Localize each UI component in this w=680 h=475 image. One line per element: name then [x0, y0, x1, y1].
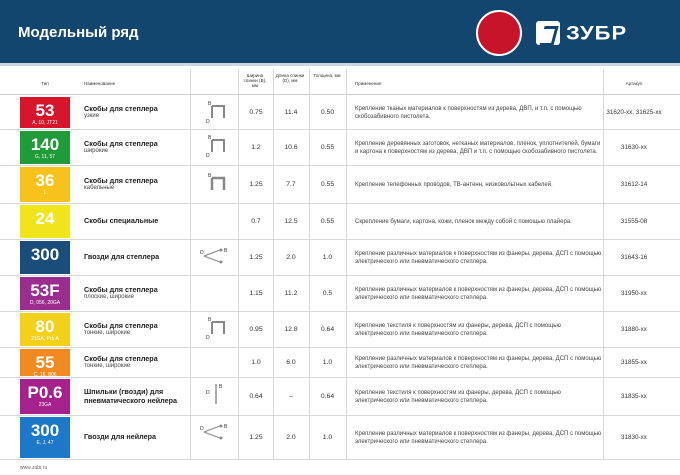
table-row — [0, 166, 680, 204]
table-row — [0, 378, 680, 416]
type-badge — [20, 167, 70, 202]
article-number: 31555-08 — [620, 217, 648, 225]
width-value: 1.15 — [249, 290, 263, 297]
table-row — [0, 96, 680, 130]
table-header — [0, 69, 680, 95]
type-badge — [20, 241, 70, 274]
pin-diagram-icon — [198, 380, 234, 408]
svg-text:B: B — [208, 101, 212, 107]
svg-text:D: D — [206, 390, 210, 396]
svg-text:B: B — [224, 248, 228, 254]
application-text: Крепление текстиля к поверхностям из фанеры, дерева, ДСП с помощью электрического или пневматического степлера. — [355, 322, 561, 337]
cable-diagram-icon — [198, 168, 234, 196]
type-aliases: E, J, 47 — [36, 440, 54, 446]
type-code: 140 — [30, 135, 60, 154]
length-value: 11.2 — [284, 290, 298, 297]
nail-diagram-icon — [198, 418, 234, 446]
table-row — [0, 416, 680, 460]
length-value: 7.7 — [286, 181, 296, 188]
thickness-value: 0.55 — [320, 181, 335, 188]
product-title: Шпильки (гвозди) для пневматического нейлера — [84, 387, 178, 405]
application-text: Скрепление бумаги, картона, кожи, пленок между собой с помощью плайера. — [355, 218, 572, 225]
staple-diagram-icon — [198, 314, 234, 342]
width-value: 1.2 — [251, 144, 261, 151]
application-text: Крепление различных материалов к поверхностям из фанеры, дерева, ДСП с помощью электрического или пневматического степлера. — [355, 355, 602, 370]
svg-text:D: D — [206, 153, 210, 159]
product-title: Скобы для степлера — [84, 175, 158, 185]
col-length: Длина спинки (D), мм — [275, 73, 305, 83]
width-value: 1.25 — [249, 434, 263, 441]
type-code: 55 — [35, 353, 55, 372]
application-text: Крепление деревянных заготовок, нетканых материалов, пленок, уплотнителей, бумаги и картона к поверхностям из дерева, ДВП и т.п. с помощью скобозабивного пистолета. — [355, 140, 601, 155]
svg-text:B: B — [208, 135, 212, 141]
product-name — [84, 312, 189, 347]
table-row — [0, 130, 680, 166]
thickness-value: 0.64 — [320, 326, 335, 333]
brand-name: ЗУБР — [566, 21, 628, 44]
none-diagram-icon — [198, 350, 234, 378]
type-aliases: G, 11, 57 — [34, 154, 56, 160]
page-title: Модельный ряд — [18, 24, 139, 41]
product-title: Скобы для степлера — [84, 284, 158, 294]
col-article: Артикул — [625, 81, 643, 86]
application-text: Крепление различных материалов к поверхностям из фанеры, дерева, ДСП с помощью электрического или пневматического степлера. — [355, 286, 602, 301]
product-name — [84, 96, 189, 129]
application-text: Крепление текстиля к поверхностям из фанеры, дерева, ДСП с помощью электрического или пневматического степлера. — [355, 389, 561, 404]
product-name — [84, 240, 189, 275]
article-number: 31835-xx — [621, 392, 647, 400]
product-subtitle: широкие — [84, 148, 109, 155]
svg-text:B: B — [208, 173, 212, 179]
type-badge — [20, 97, 70, 128]
type-code: 53 — [35, 101, 55, 120]
length-value: 6.0 — [286, 359, 296, 366]
thickness-value: 0.64 — [320, 393, 335, 400]
type-aliases: D, 056, 20GA — [29, 300, 61, 306]
col-width: Ширина спинки (B), мм — [243, 73, 267, 88]
thickness-value: 1.0 — [322, 434, 333, 441]
thickness-value: 0.50 — [320, 109, 335, 116]
type-badge — [20, 277, 70, 310]
width-value: 0.95 — [249, 326, 263, 333]
length-value: 12.8 — [284, 326, 298, 333]
table-row — [0, 312, 680, 348]
quality-seal — [476, 10, 522, 56]
width-value: 0.64 — [249, 393, 263, 400]
table-row — [0, 276, 680, 312]
thickness-value: 0.55 — [320, 144, 335, 151]
product-title: Гвозди для нейлера — [84, 432, 156, 442]
table-row — [0, 204, 680, 240]
thickness-value: 0.55 — [320, 218, 335, 225]
type-badge — [20, 131, 70, 164]
type-code: 80 — [35, 317, 55, 336]
product-name — [84, 276, 189, 311]
article-number: 31612-14 — [620, 180, 648, 188]
product-title: Гвозди для степлера — [84, 252, 160, 262]
col-application: Применение — [355, 81, 382, 86]
brand-logo — [536, 18, 627, 48]
article-number: 31855-xx — [621, 358, 647, 366]
type-aliases: L — [43, 190, 47, 196]
col-thickness: Толщина, мм — [313, 73, 341, 78]
width-value: 1.0 — [251, 359, 261, 366]
type-aliases: C, 16, 806 — [33, 372, 57, 378]
svg-text:B: B — [208, 317, 212, 323]
article-number: 31830-xx — [621, 433, 647, 441]
thickness-value: 0.5 — [322, 290, 333, 297]
length-value: 11.4 — [284, 109, 298, 116]
width-value: 0.75 — [249, 109, 263, 116]
application-text: Крепление телефонных проводов, ТВ-антенн, низковольтных кабелей. — [355, 181, 553, 188]
type-aliases: 23GA — [38, 402, 52, 408]
footer-url: www.zubr.ru — [20, 465, 48, 471]
type-aliases: A, 10, JT21 — [32, 120, 58, 126]
article-number: 31620-xx, 31625-xx — [606, 108, 662, 116]
article-number: 31950-xx — [621, 289, 647, 297]
nail-diagram-icon — [198, 242, 234, 270]
brand-logo-icon — [536, 21, 560, 45]
svg-text:B: B — [224, 424, 228, 430]
type-badge — [20, 349, 70, 376]
product-name — [84, 416, 189, 459]
width-value: 1.25 — [249, 181, 263, 188]
svg-text:D: D — [200, 426, 204, 432]
width-value: 1.25 — [249, 254, 263, 261]
none-diagram-icon — [198, 278, 234, 306]
col-type: Тип — [41, 81, 49, 86]
application-text: Крепление различных материалов к поверхностям из фанеры, дерева, ДСП с помощью электрического или пневматического степлера. — [355, 430, 602, 445]
page-header — [0, 0, 680, 66]
product-title: Скобы специальные — [84, 216, 159, 226]
product-title: Скобы для степлера — [84, 320, 158, 330]
col-name: Наименование — [84, 81, 116, 86]
article-number: 31643-16 — [620, 253, 648, 261]
type-badge — [20, 379, 70, 414]
product-subtitle: узкие — [84, 113, 100, 120]
table-row — [0, 348, 680, 378]
svg-text:B: B — [219, 384, 223, 390]
type-code: 36 — [35, 171, 55, 190]
application-text: Крепление тканых материалов к поверхностям из дерева, ДВП, и т.п. с помощью скобозабивного пистолета. — [355, 105, 582, 120]
length-value: 2.0 — [286, 254, 296, 261]
article-number: 31630-xx — [621, 143, 647, 151]
type-code: 300 — [30, 245, 60, 264]
table-row — [0, 240, 680, 276]
product-name — [84, 130, 189, 165]
type-code: 300 — [30, 421, 60, 440]
length-value: – — [289, 393, 293, 400]
product-title: Скобы для степлера — [84, 138, 158, 148]
product-subtitle: тонкие, широкие — [84, 330, 131, 337]
length-value: 12.5 — [284, 218, 298, 225]
length-value: 2.0 — [286, 434, 296, 441]
type-badge — [20, 313, 70, 346]
type-code: P0.6 — [27, 383, 63, 402]
product-name — [84, 166, 189, 203]
length-value: 10.6 — [284, 144, 298, 151]
product-name — [84, 204, 189, 239]
product-title: Скобы для степлера — [84, 103, 158, 113]
svg-text:D: D — [200, 250, 204, 256]
type-code: 53F — [30, 281, 60, 300]
type-badge — [20, 205, 70, 238]
thickness-value: 1.0 — [322, 254, 333, 261]
staple-diagram-icon — [198, 132, 234, 160]
svg-text:D: D — [206, 335, 210, 341]
product-name — [84, 378, 189, 415]
application-text: Крепление различных материалов к поверхностям из фанеры, дерева, ДСП с помощью электрического или пневматического степлера. — [355, 250, 602, 265]
product-subtitle: тонкие, широкие — [84, 363, 131, 370]
none-diagram-icon — [198, 206, 234, 234]
type-code: 24 — [35, 209, 55, 228]
product-subtitle: кабельные — [84, 185, 115, 192]
svg-text:D: D — [206, 119, 210, 125]
staple-diagram-icon — [198, 98, 234, 126]
thickness-value: 1.0 — [322, 359, 333, 366]
product-title: Скобы для степлера — [84, 353, 158, 363]
width-value: 0.7 — [251, 218, 261, 225]
type-aliases: 21GA, Prb A — [31, 336, 59, 342]
type-badge — [20, 417, 70, 458]
article-number: 31880-xx — [621, 325, 647, 333]
product-name — [84, 348, 189, 377]
product-subtitle: плоские, широкие — [84, 294, 134, 301]
